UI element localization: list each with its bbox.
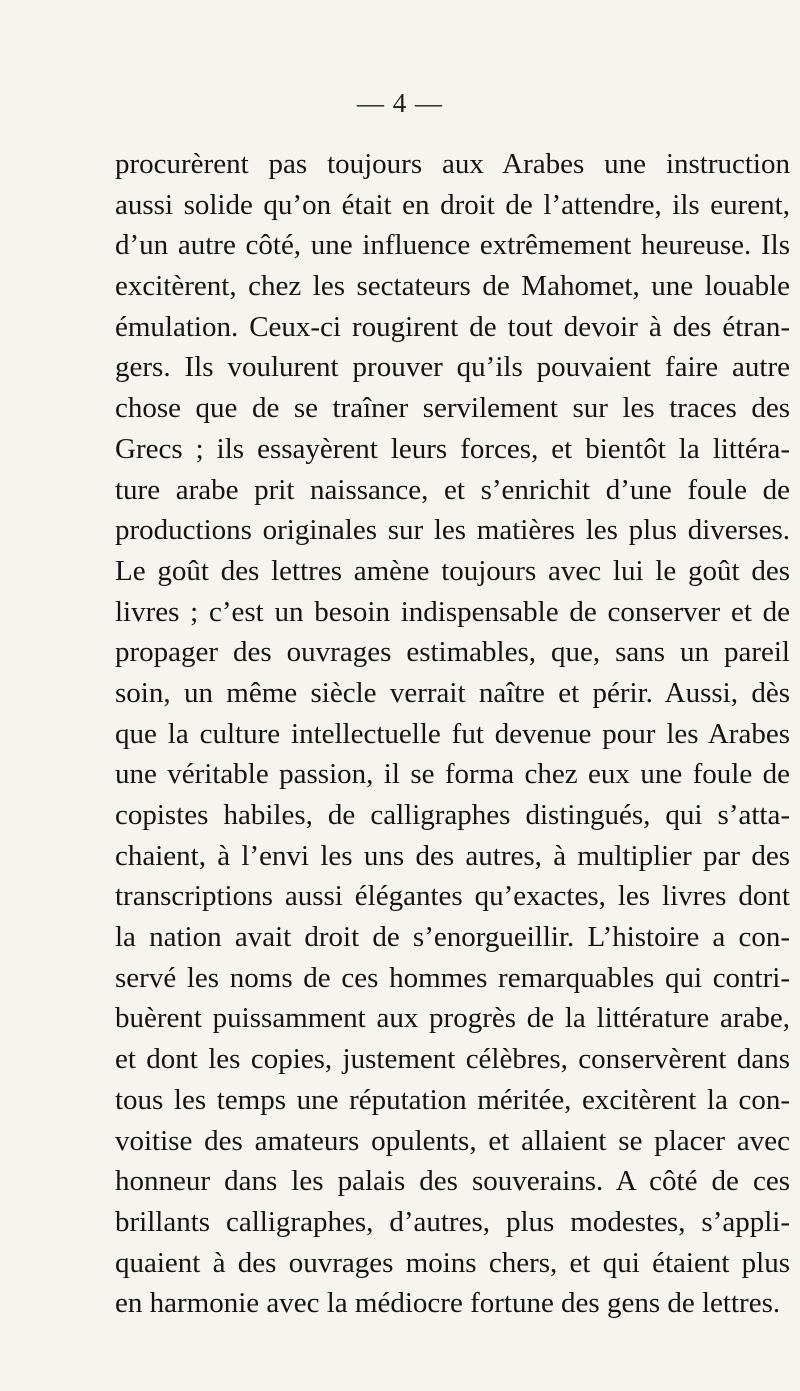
text-line: ture arabe prit naissance, et s’enrichit d’une foule de: [115, 473, 790, 506]
text-line: livres ; c’est un besoin indispensable de conserver et de: [115, 595, 790, 628]
text-line: procurèrent pas toujours aux Arabes une instruction: [115, 148, 790, 180]
text-line: servé les noms de ces hommes remarquables qui contri-: [115, 961, 790, 994]
text-line: honneur dans les palais des souverains. A côté de ces: [115, 1165, 790, 1198]
text-line: soin, un même siècle verrait naître et périr. Aussi, dès: [115, 676, 790, 709]
text-line: propager des ouvrages estimables, que, sans un pareil: [115, 636, 790, 669]
text-line: et dont les copies, justement célèbres, conservèrent dans: [115, 1043, 790, 1076]
text-line: aussi solide qu’on était en droit de l’attendre, ils eurent,: [115, 188, 790, 221]
text-line: voitise des amateurs opulents, et allaient se placer avec: [115, 1124, 790, 1157]
text-line: la nation avait droit de s’enorgueillir. L’histoire a con-: [115, 921, 790, 954]
text-line: chaient, à l’envi les uns des autres, à multiplier par des: [115, 839, 790, 872]
text-line: buèrent puissamment aux progrès de la littérature arabe,: [115, 1002, 790, 1035]
text-line: Grecs ; ils essayèrent leurs forces, et bientôt la littéra-: [115, 432, 790, 465]
text-line: excitèrent, chez les sectateurs de Mahomet, une louable: [115, 270, 790, 303]
text-line: quaient à des ouvrages moins chers, et qui étaient plus: [115, 1246, 790, 1279]
text-line: chose que de se traîner servilement sur les traces des: [115, 392, 790, 425]
text-line: une véritable passion, il se forma chez eux une foule de: [115, 758, 790, 791]
text-line: d’un autre côté, une influence extrêmement heureuse. Ils: [115, 229, 790, 262]
text-line: émulation. Ceux-ci rougirent de tout devoir à des étran-: [115, 310, 790, 343]
text-line: que la culture intellectuelle fut devenue pour les Arabes: [115, 717, 790, 750]
body-paragraph: [115, 144, 790, 1324]
page-number: — 4 —: [357, 88, 443, 118]
text-line: tous les temps une réputation méritée, excitèrent la con-: [115, 1083, 790, 1116]
text-line: gers. Ils voulurent prouver qu’ils pouvaient faire autre: [115, 351, 790, 384]
text-line: brillants calligraphes, d’autres, plus modestes, s’appli-: [115, 1205, 790, 1238]
text-line: productions originales sur les matières les plus diverses.: [115, 514, 790, 547]
text-line: transcriptions aussi élégantes qu’exactes, les livres dont: [115, 880, 790, 913]
text-line: copistes habiles, de calligraphes distingués, qui s’atta-: [115, 799, 790, 831]
text-line: Le goût des lettres amène toujours avec lui le goût des: [115, 554, 790, 587]
text-line: en harmonie avec la médiocre fortune des gens de lettres.: [115, 1287, 781, 1320]
